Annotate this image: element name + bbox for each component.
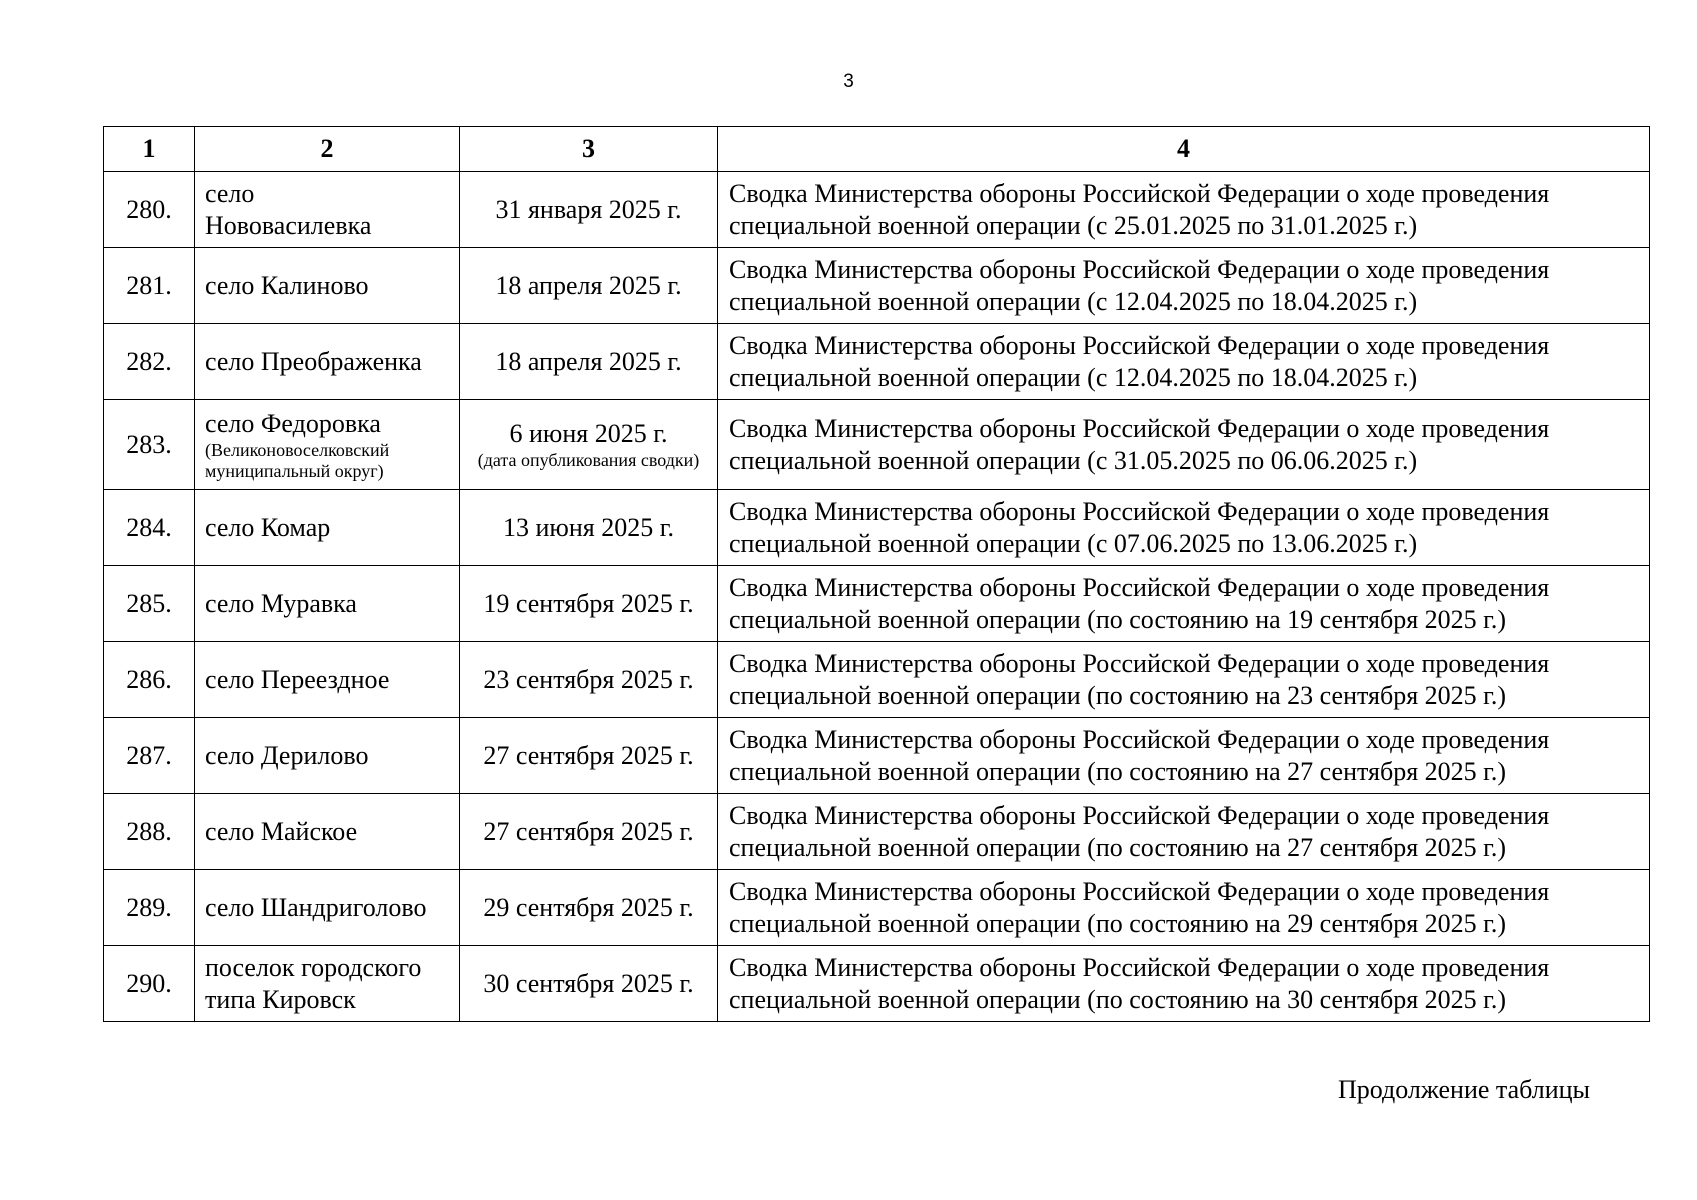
settlement-cell xyxy=(195,642,460,718)
row-number: 285. xyxy=(104,566,195,642)
date-cell xyxy=(460,324,718,400)
settlement-name-line: село Федоровка xyxy=(205,408,381,438)
date-text: 30 сентября 2025 г. xyxy=(483,968,694,998)
header-col-4: 4 xyxy=(718,127,1650,172)
date-cell xyxy=(460,794,718,870)
settlement-cell xyxy=(195,870,460,946)
source-cell: Сводка Министерства обороны Российской Федерации о ходе проведения специальной военной операции (с 07.06.2025 по 13.06.2025 г.) xyxy=(718,490,1650,566)
date-cell xyxy=(460,490,718,566)
table-row xyxy=(104,718,1650,794)
table-row xyxy=(104,324,1650,400)
settlement-name-line: поселок городского xyxy=(205,952,422,982)
header-col-3: 3 xyxy=(460,127,718,172)
continuation-label: Продолжение таблицы xyxy=(1338,1075,1590,1104)
settlement-name-line: село Шандриголово xyxy=(205,892,427,922)
date-text: 31 января 2025 г. xyxy=(495,194,682,224)
date-text: 6 июня 2025 г. xyxy=(509,419,668,448)
row-number: 281. xyxy=(104,248,195,324)
date-cell xyxy=(460,870,718,946)
settlement-name-line: село Калиново xyxy=(205,270,369,300)
table-body xyxy=(104,172,1650,1022)
settlement-name-line: село xyxy=(205,178,255,208)
date-text: 27 сентября 2025 г. xyxy=(483,740,694,770)
date-cell xyxy=(460,172,718,248)
settlement-cell xyxy=(195,490,460,566)
settlement-name-line: село Дерилово xyxy=(205,740,369,770)
date-note: (дата опубликования сводки) xyxy=(477,450,700,470)
settlement-name-line: село Комар xyxy=(205,512,331,542)
settlement-note: (Великоновоселковский муниципальный округ) xyxy=(205,439,390,481)
settlement-name-line: село Преображенка xyxy=(205,346,422,376)
settlement-name-line: село Муравка xyxy=(205,588,357,618)
source-cell: Сводка Министерства обороны Российской Федерации о ходе проведения специальной военной операции (по состоянию на 30 сентября 2025 г.) xyxy=(718,946,1650,1022)
source-cell: Сводка Министерства обороны Российской Федерации о ходе проведения специальной военной операции (с 12.04.2025 по 18.04.2025 г.) xyxy=(718,324,1650,400)
date-text: 18 апреля 2025 г. xyxy=(495,270,682,300)
date-cell xyxy=(460,642,718,718)
table-row xyxy=(104,794,1650,870)
settlement-name-line: типа Кировск xyxy=(205,984,356,1014)
page-number: 3 xyxy=(843,71,854,92)
source-cell: Сводка Министерства обороны Российской Федерации о ходе проведения специальной военной операции (по состоянию на 19 сентября 2025 г.) xyxy=(718,566,1650,642)
table-row xyxy=(104,400,1650,490)
source-cell: Сводка Министерства обороны Российской Федерации о ходе проведения специальной военной операции (с 31.05.2025 по 06.06.2025 г.) xyxy=(718,400,1650,490)
header-col-1: 1 xyxy=(104,127,195,172)
row-number: 289. xyxy=(104,870,195,946)
date-text: 23 сентября 2025 г. xyxy=(483,664,694,694)
row-number: 284. xyxy=(104,490,195,566)
settlement-name-line: село Майское xyxy=(205,816,358,846)
row-number: 283. xyxy=(104,400,195,490)
source-cell: Сводка Министерства обороны Российской Федерации о ходе проведения специальной военной операции (с 12.04.2025 по 18.04.2025 г.) xyxy=(718,248,1650,324)
table-row xyxy=(104,870,1650,946)
row-number: 288. xyxy=(104,794,195,870)
table-row xyxy=(104,172,1650,248)
settlement-name-line: Нововасилевка xyxy=(205,210,372,240)
settlement-cell xyxy=(195,794,460,870)
table-row xyxy=(104,946,1650,1022)
table-row xyxy=(104,248,1650,324)
settlement-cell xyxy=(195,566,460,642)
date-text: 27 сентября 2025 г. xyxy=(483,816,694,846)
row-number: 282. xyxy=(104,324,195,400)
table-row xyxy=(104,642,1650,718)
source-cell: Сводка Министерства обороны Российской Федерации о ходе проведения специальной военной операции (по состоянию на 27 сентября 2025 г.) xyxy=(718,718,1650,794)
settlement-cell xyxy=(195,946,460,1022)
settlement-cell xyxy=(195,248,460,324)
date-text: 13 июня 2025 г. xyxy=(503,512,674,542)
source-cell: Сводка Министерства обороны Российской Федерации о ходе проведения специальной военной операции (по состоянию на 23 сентября 2025 г.) xyxy=(718,642,1650,718)
source-cell: Сводка Министерства обороны Российской Федерации о ходе проведения специальной военной операции (по состоянию на 27 сентября 2025 г.) xyxy=(718,794,1650,870)
date-text: 19 сентября 2025 г. xyxy=(483,588,694,618)
source-cell: Сводка Министерства обороны Российской Федерации о ходе проведения специальной военной операции (с 25.01.2025 по 31.01.2025 г.) xyxy=(718,172,1650,248)
settlements-table xyxy=(103,126,1650,1022)
date-text: 18 апреля 2025 г. xyxy=(495,346,682,376)
row-number: 280. xyxy=(104,172,195,248)
settlement-cell xyxy=(195,400,460,490)
row-number: 286. xyxy=(104,642,195,718)
table-header-row xyxy=(104,127,1650,172)
settlement-cell xyxy=(195,324,460,400)
date-cell xyxy=(460,248,718,324)
settlement-cell xyxy=(195,718,460,794)
settlement-name-line: село Переездное xyxy=(205,664,390,694)
date-cell xyxy=(460,718,718,794)
row-number: 287. xyxy=(104,718,195,794)
date-cell xyxy=(460,400,718,490)
header-col-2: 2 xyxy=(195,127,460,172)
date-text: 29 сентября 2025 г. xyxy=(483,892,694,922)
source-cell: Сводка Министерства обороны Российской Федерации о ходе проведения специальной военной операции (по состоянию на 29 сентября 2025 г.) xyxy=(718,870,1650,946)
table-row xyxy=(104,490,1650,566)
table-row xyxy=(104,566,1650,642)
settlement-cell xyxy=(195,172,460,248)
date-cell xyxy=(460,566,718,642)
date-cell xyxy=(460,946,718,1022)
row-number: 290. xyxy=(104,946,195,1022)
